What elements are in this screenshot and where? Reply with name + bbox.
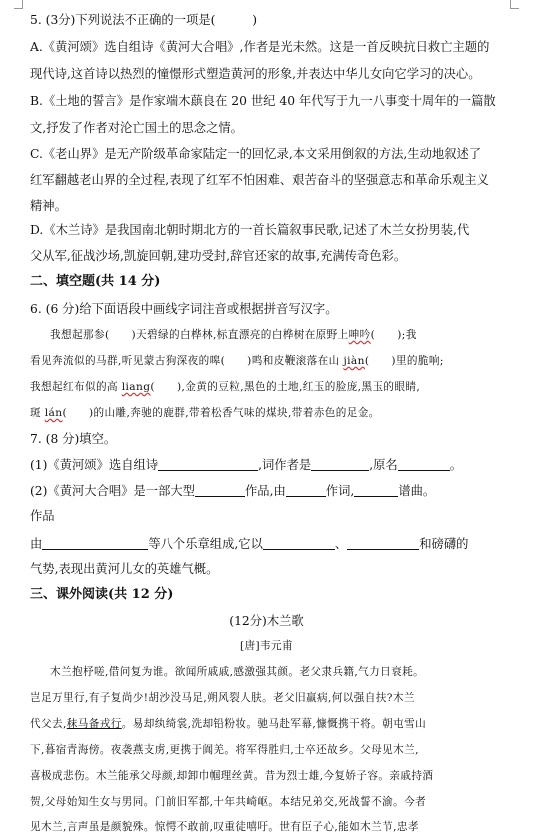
poem-author: [唐]韦元甫: [239, 640, 294, 652]
poem-line4: 下,暮宿青海傍。夜袭燕支虏,更携于阗羌。将军得胜归,士卒还故乡。父母见木兰,: [30, 744, 419, 756]
poem-line2: 岂足万里行,有子复尚少!胡沙没马足,朔风裂人肤。老父旧羸病,何以强自扶?木兰: [30, 692, 415, 704]
q7-blank-poem-cycle[interactable]: [158, 458, 258, 471]
q7-blank-work-type[interactable]: [195, 484, 245, 497]
q6-pinyin-liang: liang: [121, 381, 151, 393]
q7-blank-movement[interactable]: [42, 537, 148, 550]
section-3-heading: 三、课外阅读(共 12 分): [30, 587, 174, 602]
q6-passage-line1: 我想起那参( )天碧绿的白桦林,标直漂亮的白桦树在原野上呻吟( );我: [50, 329, 417, 341]
q6-underlined-word: 呻吟: [348, 329, 371, 341]
q5-option-a-line1: A.《黄河颂》选自组诗《黄河大合唱》,作者是光未然。这是一首反映抗日救亡主题的: [30, 40, 490, 54]
q5-option-d-line1: D.《木兰诗》是我国南北朝时期北方的一首长篇叙事民歌,记述了木兰女扮男装,代: [30, 223, 470, 237]
q5-option-c-line2: 红军翻越老山界的全过程,表现了红军不怕困难、艰苦奋斗的坚强意志和革命乐观主义: [30, 173, 489, 187]
poem-underlined-phrase: 秣马备戎行: [66, 718, 122, 730]
q6-passage-line2: 看见奔流似的马群,听见蒙古狗深夜的嗥( )鸣和皮鞭滚落在山 jiàn( )里的脆响;: [30, 355, 444, 367]
q5-option-b-line2: 文,抒发了作者对沦亡国土的思念之情。: [30, 121, 243, 135]
q7-item2-line3: 由 等八个乐章组成,它以 、 和磅礴的: [30, 537, 469, 551]
q5-option-b-line1: B.《土地的誓言》是作家端木蕻良在 20 世纪 40 年代写于九一八事变十周年的一篇散: [30, 94, 496, 108]
q6-pinyin-lan: lán: [44, 407, 63, 419]
q7-blank-quality-1[interactable]: [263, 537, 335, 550]
q6-title: 6. (6 分)给下面语段中画线字词注音或根据拼音写汉字。: [30, 302, 338, 316]
poem-line5: 喜极成悲伤。木兰能承父母颜,却卸巾帼理丝黄。昔为烈士雄,今复娇子容。亲戚持酒: [30, 770, 434, 782]
poem-title: (12分)木兰歌: [229, 614, 304, 628]
crop-mark-top-left: [14, 0, 23, 9]
crop-mark-top-right: [510, 0, 519, 9]
q5-title: 5. (3分)下列说法不正确的一项是( ): [30, 13, 258, 27]
section-2-heading: 二、填空题(共 14 分): [30, 274, 161, 289]
q7-item2: (2)《黄河大合唱》是一部大型 作品,由 作词, 谱曲。: [30, 484, 436, 498]
q5-option-d-line2: 父从军,征战沙场,凯旋回朝,建功受封,辞官还家的故事,充满传奇色彩。: [30, 249, 407, 263]
q7-blank-real-name[interactable]: [398, 458, 450, 471]
poem-line7: 见木兰,言声虽是颜貌殊。惊愕不敢前,叹重徒嘻吁。世有臣子心,能如木兰节,忠孝: [30, 821, 419, 833]
q6-passage-line4: 斑 lán( )的山雕,奔驰的鹿群,带着松香气味的煤块,带着赤色的足金。: [30, 407, 380, 419]
q5-option-a-line2: 现代诗,这首诗以热烈的憧憬形式塑造黄河的形象,并表达中华儿女向它学习的决心。: [30, 67, 481, 81]
q6-passage-line3: 我想起红布似的高 liang( ),金黄的豆粒,黑色的土地,红玉的脸庞,黑玉的眼睛,: [30, 381, 421, 393]
q5-option-c-line1: C.《老山界》是无产阶级革命家陆定一的回忆录,本文采用倒叙的方法,生动地叙述了: [30, 147, 482, 161]
q7-item1: (1)《黄河颂》选自组诗 ,词作者是 ,原名 。: [30, 458, 463, 472]
q7-blank-music-by[interactable]: [354, 484, 398, 497]
q7-title: 7. (8 分)填空。: [30, 432, 117, 446]
q7-blank-lyricist[interactable]: [311, 458, 369, 471]
q7-item2-line2: 作品: [30, 509, 55, 523]
q5-option-c-line3: 精神。: [30, 199, 67, 213]
q7-blank-lyrics-by[interactable]: [286, 484, 326, 497]
q7-item2-line4: 气势,表现出黄河儿女的英雄气概。: [30, 562, 219, 576]
q7-blank-quality-2[interactable]: [347, 537, 419, 550]
q6-pinyin-jian: jiàn: [343, 355, 365, 367]
poem-line6: 贺,父母始知生女与男同。门前旧军都,十年共崎岖。本结兄弟交,死战誓不渝。今者: [30, 796, 427, 808]
poem-line3: 代父去,秣马备戎行。易却纨绮裳,洗却铅粉妆。驰马赴军幕,慷慨携干将。朝屯雪山: [30, 718, 427, 730]
poem-line1: 木兰抱杼嗟,借问复为谁。欲闻所戚戚,感激强其颜。老父隶兵籍,气力日衰耗。: [50, 666, 425, 678]
